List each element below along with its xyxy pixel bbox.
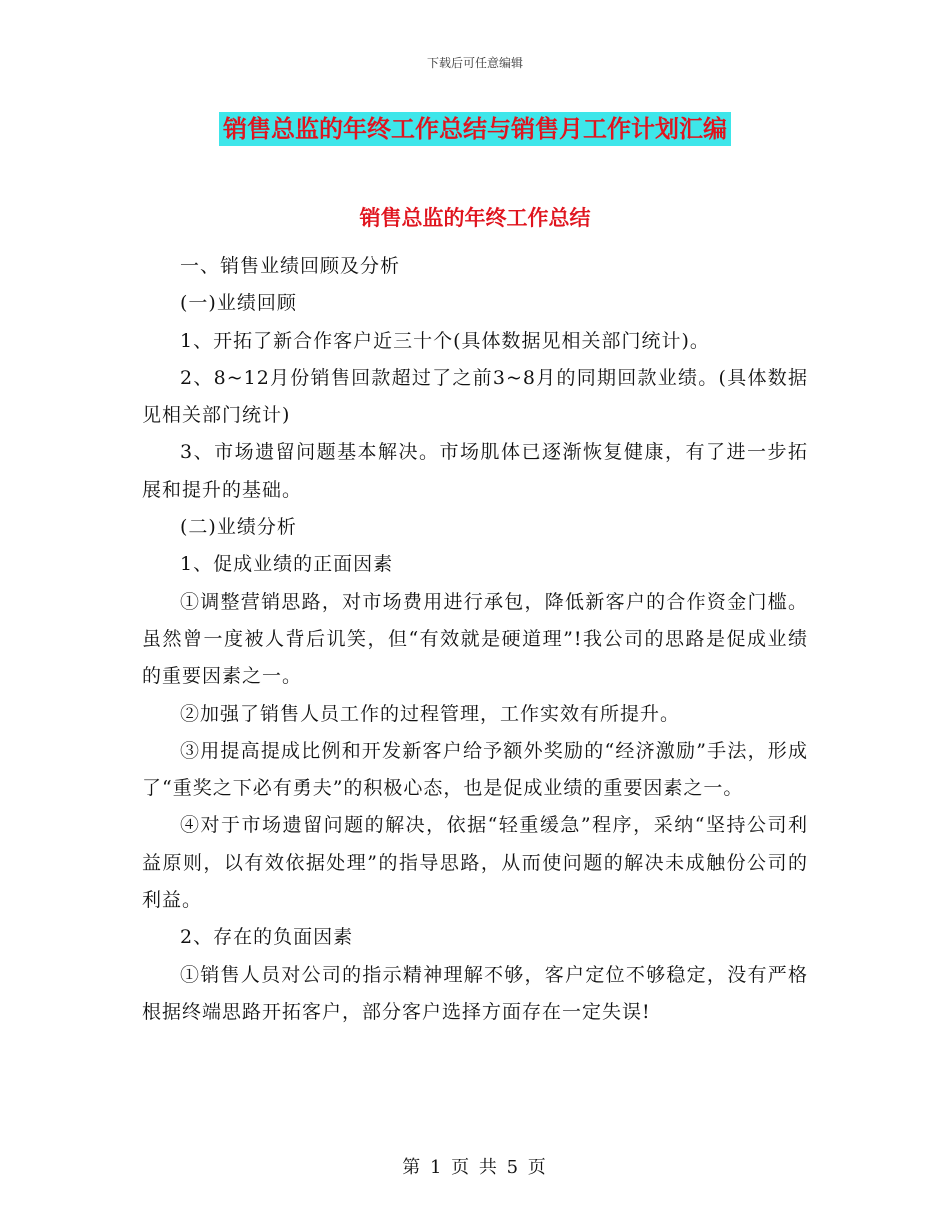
paragraph: 一、销售业绩回顾及分析 bbox=[180, 255, 401, 277]
document-body bbox=[142, 248, 808, 1031]
paragraph: (二)业绩分析 bbox=[180, 516, 297, 539]
paragraph: 2、存在的负面因素 bbox=[180, 926, 354, 949]
section-title: 销售总监的年终工作总结 bbox=[359, 206, 591, 230]
page-footer: 第 1 页 共 5 页 bbox=[402, 1157, 548, 1178]
paragraph: ③用提高提成比例和开发新客户给予额外奖励的“经济激励”手法，形成了“重奖之下必有勇夫”的积极心态，也是促成业绩的重要因素之一。 bbox=[142, 739, 808, 800]
paragraph: 3、市场遗留问题基本解决。市场肌体已逐渐恢复健康，有了进一步拓展和提升的基础。 bbox=[142, 441, 808, 501]
paragraph: 1、促成业绩的正面因素 bbox=[180, 553, 394, 576]
paragraph: 1、开拓了新合作客户近三十个(具体数据见相关部门统计)。 bbox=[180, 329, 710, 352]
paragraph: ①销售人员对公司的指示精神理解不够，客户定位不够稳定，没有严格根据终端思路开拓客户，部分客户选择方面存在一定失误! bbox=[142, 963, 808, 1023]
paragraph: ②加强了销售人员工作的过程管理，工作实效有所提升。 bbox=[180, 702, 681, 725]
main-title-wrap bbox=[0, 112, 950, 146]
main-title: 销售总监的年终工作总结与销售月工作计划汇编 bbox=[219, 112, 731, 146]
paragraph: ①调整营销思路，对市场费用进行承包，降低新客户的合作资金门槛。虽然曾一度被人背后讥笑，但“有效就是硬道理”!我公司的思路是促成业绩的重要因素之一。 bbox=[142, 590, 808, 688]
header-note: 下载后可任意编辑 bbox=[426, 56, 523, 70]
paragraph: (一)业绩回顾 bbox=[180, 292, 297, 315]
paragraph: 2、8~12月份销售回款超过了之前3~8月的同期回款业绩。(具体数据见相关部门统计) bbox=[142, 366, 808, 427]
paragraph: ④对于市场遗留问题的解决，依据“轻重缓急”程序，采纳“坚持公司利益原则，以有效依据处理”的指导思路，从而使问题的解决未成触份公司的利益。 bbox=[142, 814, 808, 912]
